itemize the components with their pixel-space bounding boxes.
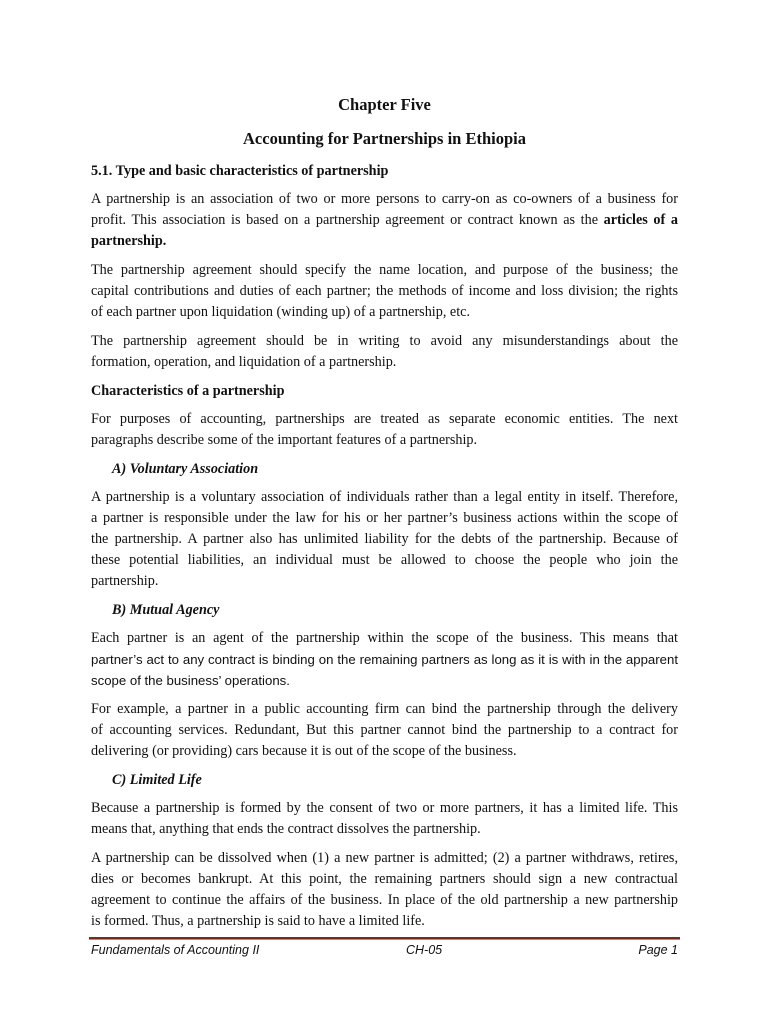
paragraph-limited-life <box>91 798 678 840</box>
text-fragment: profit. This association is based on a partnership agreement or contract known as the <box>91 212 598 228</box>
text-line: For purposes of accounting, partnerships are treated as separate economic entities. The next <box>91 411 678 427</box>
text-line: a partner is responsible under the law for his or her partner’s business actions within the scope of <box>91 510 678 526</box>
text-line: Each partner is an agent of the partnership within the scope of the business. This means that <box>91 630 678 646</box>
text-line: delivering (or providing) cars because it is out of the scope of the business. <box>91 743 517 759</box>
text-line: means that, anything that ends the contract dissolves the partnership. <box>91 821 481 837</box>
text-line: A partnership is a voluntary association of individuals rather than a legal entity in itself. Therefore, <box>91 489 678 505</box>
footer-divider <box>89 937 680 940</box>
text-line: of accounting services. Redundant, But this partner cannot bind the partnership to a contract for <box>91 722 678 738</box>
paragraph-mutual-agency-example <box>91 699 678 762</box>
subheading-voluntary-association: A) Voluntary Association <box>112 461 259 477</box>
paragraph-dissolution <box>91 848 678 932</box>
text-line: of each partner upon liquidation (winding up) of a partnership, etc. <box>91 304 471 320</box>
text-line: is formed. Thus, a partnership is said to have a limited life. <box>91 913 425 929</box>
text-line: agreement to continue the affairs of the business. In place of the old partnership a new partnership <box>91 892 678 908</box>
footer-chapter-code: CH-05 <box>406 943 443 957</box>
text-line <box>91 231 678 252</box>
text-line: paragraphs describe some of the important features of a partnership. <box>91 432 478 448</box>
bold-term: partnership. <box>91 233 167 249</box>
text-line: The partnership agreement should specify the name location, and purpose of the business; the <box>91 262 678 278</box>
subheading-limited-life: C) Limited Life <box>112 772 202 788</box>
paragraph-voluntary-association <box>91 487 678 592</box>
text-line: the partnership. A partner also has unlimited liability for the debts of the partnership. Because of <box>91 531 678 547</box>
text-line: scope of the business’ operations. <box>91 673 290 688</box>
text-line <box>91 210 678 231</box>
text-line: these potential liabilities, an individual must be allowed to choose the people who join the <box>91 552 678 568</box>
characteristics-heading: Characteristics of a partnership <box>91 383 285 399</box>
paragraph-mutual-agency <box>91 628 678 691</box>
page-title: Accounting for Partnerships in Ethiopia <box>243 129 526 148</box>
paragraph-agreement-contents <box>91 260 678 323</box>
bold-term: articles of a <box>603 212 678 228</box>
text-line: partnership. <box>91 573 159 589</box>
text-line: A partnership can be dissolved when (1) a new partner is admitted; (2) a partner withdraws, retires, <box>91 850 678 866</box>
chapter-heading: Chapter Five <box>338 95 431 114</box>
text-line: The partnership agreement should be in writing to avoid any misunderstandings about the <box>91 333 678 349</box>
text-line: A partnership is an association of two or more persons to carry-on as co-owners of a business for <box>91 191 678 207</box>
paragraph-agreement-writing <box>91 331 678 373</box>
footer-page-number: Page 1 <box>638 943 678 957</box>
text-line: capital contributions and duties of each partner; the methods of income and loss division; the rights <box>91 283 678 299</box>
section-heading: 5.1. Type and basic characteristics of partnership <box>91 163 389 179</box>
page-content <box>91 93 678 940</box>
text-line: Because a partnership is formed by the consent of two or more partners, it has a limited life. This <box>91 800 678 816</box>
footer-course-title: Fundamentals of Accounting II <box>91 943 260 957</box>
text-line: For example, a partner in a public accounting firm can bind the partnership through the delivery <box>91 701 678 717</box>
text-line: partner’s act to any contract is binding on the remaining partners as long as it is with in the apparent <box>91 652 678 667</box>
text-line: formation, operation, and liquidation of a partnership. <box>91 354 397 370</box>
paragraph-definition <box>91 189 678 252</box>
page-footer <box>91 943 678 963</box>
subheading-mutual-agency: B) Mutual Agency <box>112 602 220 618</box>
paragraph-characteristics-intro <box>91 409 678 451</box>
text-line: dies or becomes bankrupt. At this point, the remaining partners should sign a new contractual <box>91 871 678 887</box>
